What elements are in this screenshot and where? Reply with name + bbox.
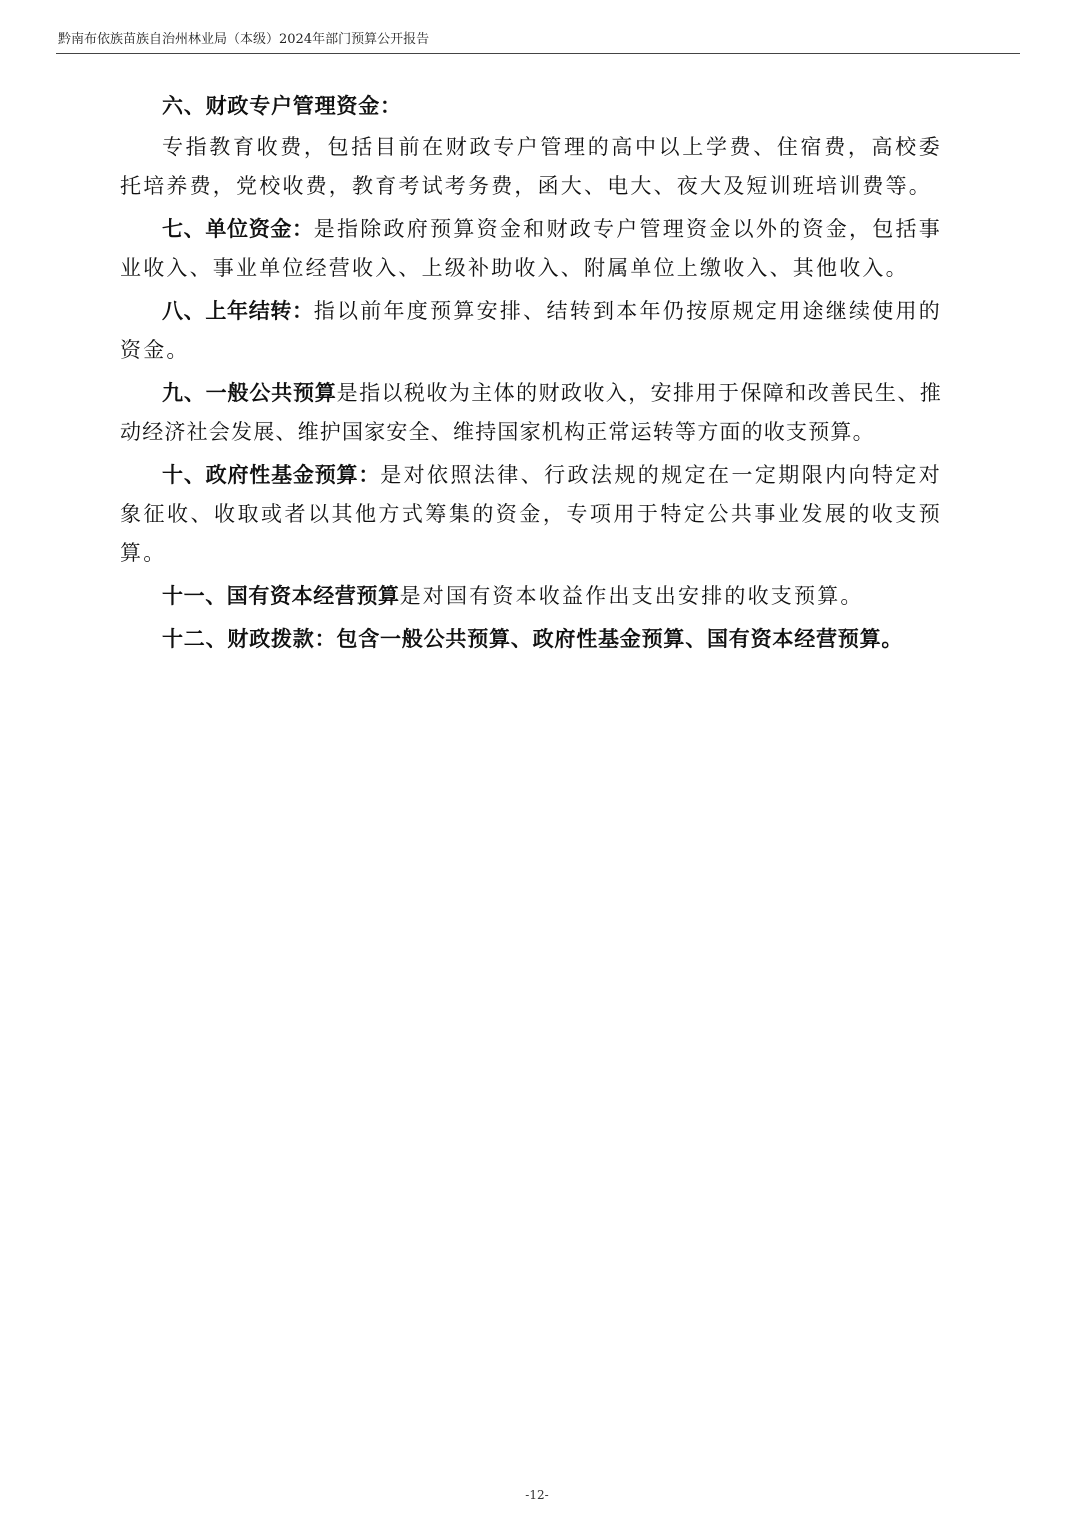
running-header: 黔南布依族苗族自治州林业局（本级）2024年部门预算公开报告 [58,32,430,47]
section-10-paragraph [120,455,942,573]
section-8-body: 指以前年度预算安排、结转到本年仍按原规定用途继续使用的资金。 [120,299,942,362]
section-7-paragraph [120,209,942,288]
document-body [120,86,942,661]
section-12-term: 十二、财政拨款：包含一般公共预算、政府性基金预算、国有资本经营预算。 [162,626,904,651]
section-10-term: 十、政府性基金预算： [162,462,381,487]
section-11-body: 是对国有资本收益作出支出安排的收支预算。 [399,584,864,608]
section-6-body: 专指教育收费，包括目前在财政专户管理的高中以上学费、住宿费，高校委托培养费，党校收费，教育考试考务费，函大、电大、夜大及短训班培训费等。 [120,135,942,198]
section-10-body: 是对依照法律、行政法规的规定在一定期限内向特定对象征收、收取或者以其他方式筹集的资金，专项用于特定公共事业发展的收支预算。 [120,463,942,565]
section-7-body: 是指除政府预算资金和财政专户管理资金以外的资金，包括事业收入、事业单位经营收入、上级补助收入、附属单位上缴收入、其他收入。 [120,217,942,280]
section-6-term: 六、财政专户管理资金： [162,93,402,118]
page-number: -12- [525,1488,549,1502]
header-divider [56,53,1020,54]
section-8-paragraph [120,291,942,370]
section-6-paragraph [120,128,942,206]
section-9-term: 九、一般公共预算 [162,380,337,405]
section-12-paragraph [120,619,942,658]
section-9-body: 是指以税收为主体的财政收入，安排用于保障和改善民生、推动经济社会发展、维护国家安全、维持国家机构正常运转等方面的收支预算。 [120,381,942,444]
section-11-term: 十一、国有资本经营预算 [162,583,400,608]
section-7-term: 七、单位资金： [162,216,314,241]
section-9-paragraph [120,373,942,452]
section-11-paragraph [120,576,942,616]
section-8-term: 八、上年结转： [162,298,314,323]
section-heading-6 [120,86,942,125]
